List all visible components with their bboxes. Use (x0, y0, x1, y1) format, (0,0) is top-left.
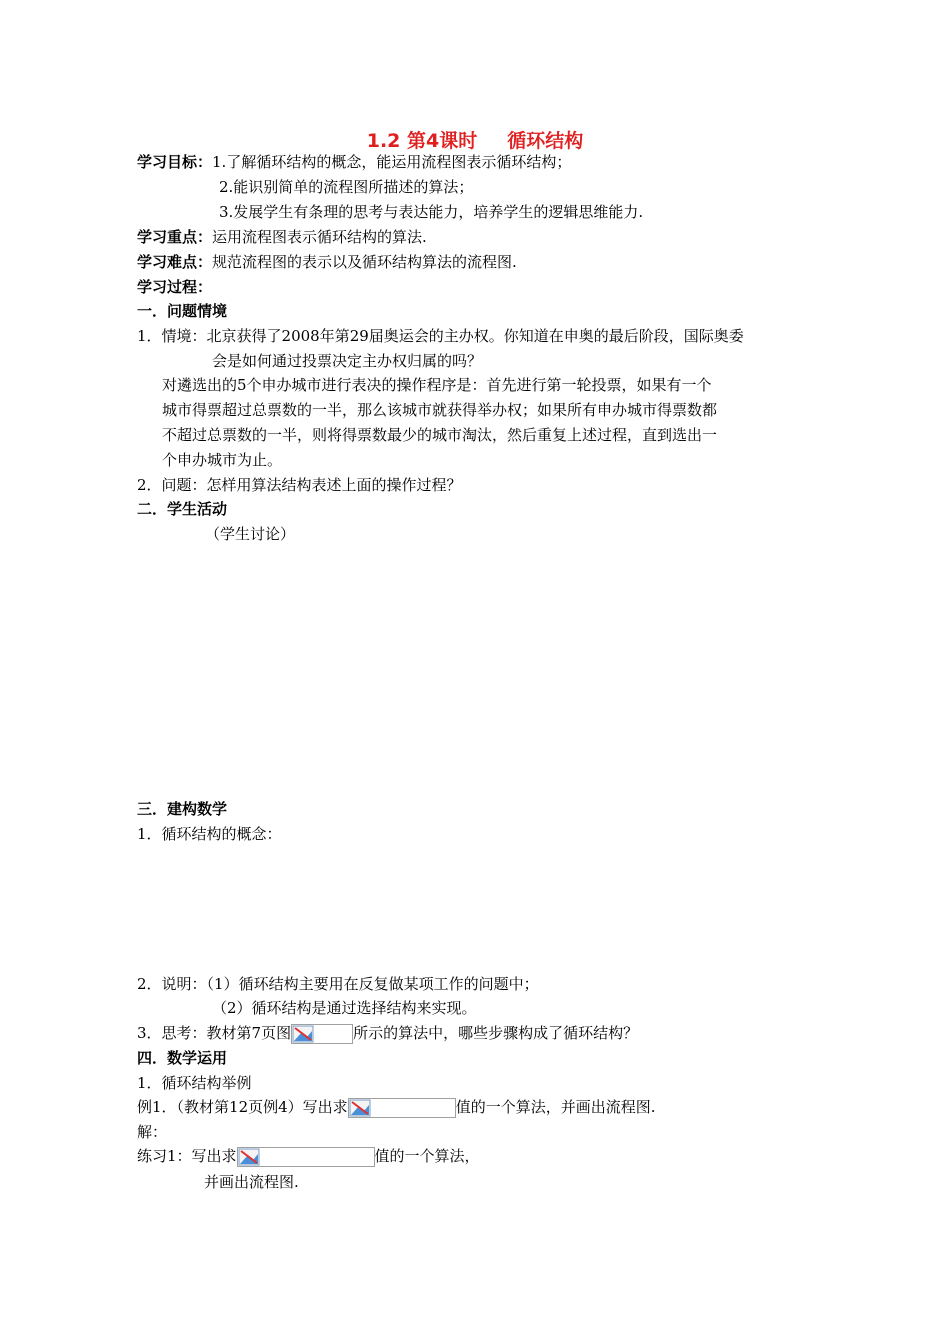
section1-line-4: 城市得票超过总票数的一半，那么该城市就获得举办权；如果所有申办城市得票数都 (162, 401, 718, 419)
section1-line-1: 1．情境：北京获得了2008年第29届奥运会的主办权。你知道在申奥的最后阶段，国际奥委 (137, 327, 744, 345)
goals-line-1 (137, 152, 571, 172)
section1-line-7: 2．问题：怎样用算法结构表述上面的操作过程？ (137, 476, 462, 494)
section1-line-3: 对遴选出的5个申办城市进行表决的操作程序是：首先进行第一轮投票，如果有一个 (162, 376, 712, 394)
section3-line-2: 2．说明：（1）循环结构主要用在反复做某项工作的问题中； (137, 975, 539, 993)
difficulty-label: 学习难点： (137, 253, 213, 271)
difficulty (137, 252, 517, 272)
key-point (137, 227, 427, 247)
example-1 (137, 1097, 655, 1118)
practice-1-text-a: 练习1：写出求 (137, 1147, 237, 1165)
section1-heading: 一．问题情境 (137, 302, 228, 320)
figure-placeholder-image (291, 1024, 353, 1044)
think-text-a: 3．思考：教材第7页图 (137, 1024, 292, 1042)
section1-line-5: 不超过总票数的一半，则将得票数最少的城市淘汰，然后重复上述过程，直到选出一 (162, 426, 718, 444)
section4-line-1: 1．循环结构举例 (137, 1074, 252, 1092)
goal-3: 3.发展学生有条理的思考与表达能力，培养学生的逻辑思维能力. (219, 203, 644, 221)
section4-heading: 四．数学运用 (137, 1049, 228, 1067)
title-lesson: 1.2 第4课时 (366, 130, 478, 152)
formula-placeholder-image (348, 1098, 456, 1118)
section3-line-1: 1．循环结构的概念： (137, 825, 282, 843)
process-label: 学习过程： (137, 278, 213, 296)
goal-2: 2.能识别简单的流程图所描述的算法； (219, 178, 474, 196)
solution-label: 解： (137, 1123, 168, 1141)
section1-line-2: 会是如何通过投票决定主办权归属的吗？ (212, 352, 483, 370)
section3-line-4 (137, 1023, 638, 1044)
practice-1-text-b: 值的一个算法， (374, 1147, 480, 1165)
section2-note: （学生讨论） (205, 525, 296, 543)
document-title (0, 126, 950, 153)
practice-1 (137, 1146, 480, 1167)
think-text-b: 所示的算法中，哪些步骤构成了循环结构？ (353, 1024, 639, 1042)
example-1-text-b: 值的一个算法，并画出流程图. (455, 1098, 656, 1116)
section3-line-3: （2）循环结构是通过选择结构来实现。 (212, 999, 477, 1017)
difficulty-text: 规范流程图的表示以及循环结构算法的流程图. (212, 253, 517, 271)
section2-heading: 二．学生活动 (137, 500, 228, 518)
formula-placeholder-image (237, 1147, 375, 1167)
section1-line-6: 个申办城市为止。 (162, 451, 283, 469)
key-point-text: 运用流程图表示循环结构的算法. (212, 228, 427, 246)
key-point-label: 学习重点： (137, 228, 213, 246)
title-topic: 循环结构 (507, 130, 584, 152)
goal-1: 1.了解循环结构的概念，能运用流程图表示循环结构； (212, 153, 572, 171)
section3-heading: 三．建构数学 (137, 800, 228, 818)
practice-1-line-2: 并画出流程图. (204, 1173, 299, 1191)
example-1-text-a: 例1．（教材第12页例4）写出求 (137, 1098, 348, 1116)
goals-label: 学习目标： (137, 153, 213, 171)
